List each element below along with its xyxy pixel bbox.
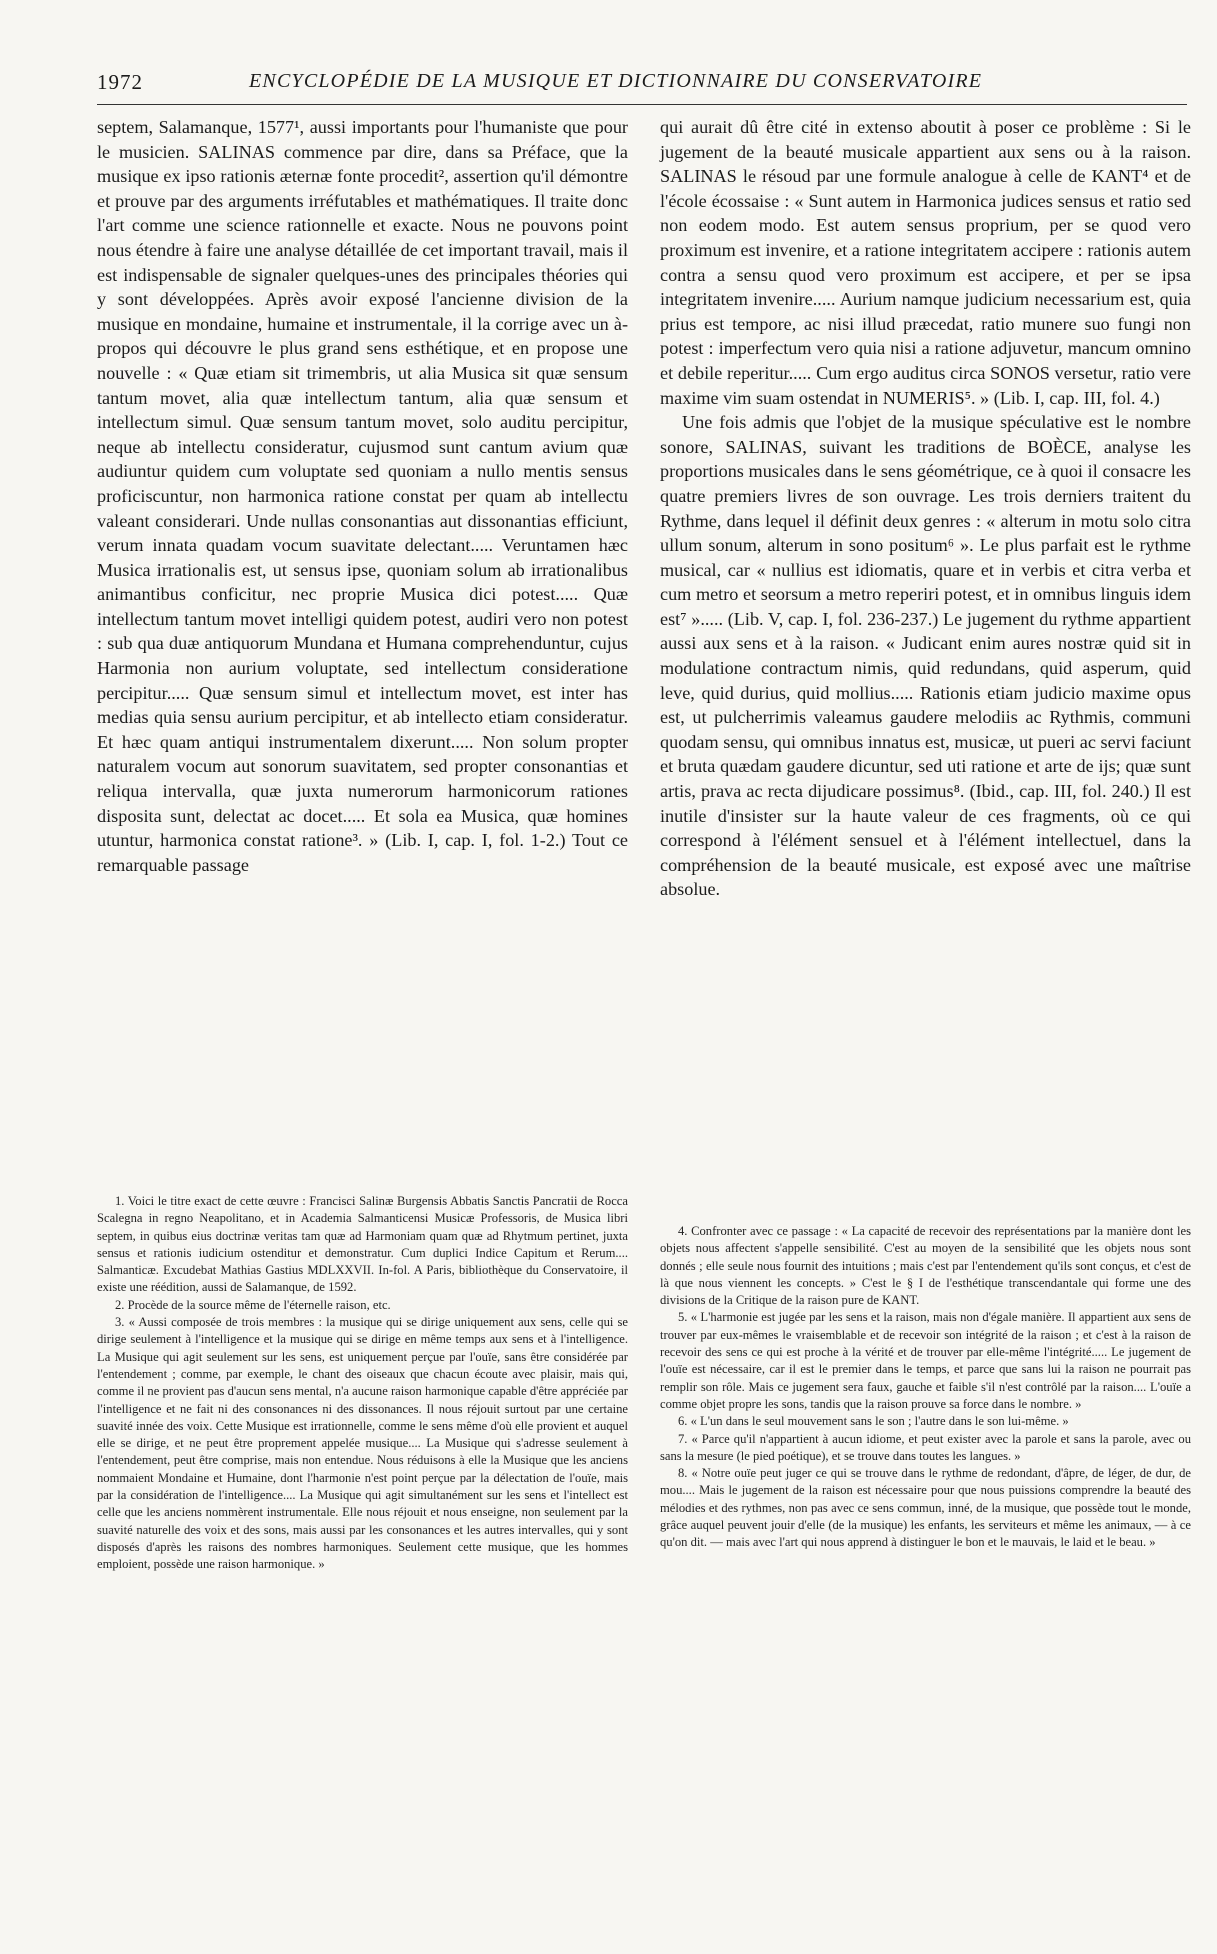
footnote-4: 4. Confronter avec ce passage : « La capacité de recevoir des représentations par la manière dont les objets nous affectent s'appelle sensibilité. C'est au moyen de la sensibilité que les objets nous sont donnés ; elle seule nous fournit des intuitions ; mais c'est par l'entendement qu'ils sont conçus, et c'est de là que nous viennent les concepts. » C'est le § I de l'esthétique transcendantale qui forme une des divisions de la Critique de la raison pure de KANT. [660,1224,1191,1308]
running-title: ENCYCLOPÉDIE DE LA MUSIQUE ET DICTIONNAIRE DU CONSERVATOIRE [249,70,983,92]
footnotes-right [660,1223,1191,1552]
footnote-5: 5. « L'harmonie est jugée par les sens et la raison, mais non d'égale manière. Il appartient aux sens de trouver par eux-mêmes le vraisemblable et de recevoir son intégrité de la raison ; et c'est à la raison de recevoir des sens ce qui est proche à la vérité et de trouver par elle-même l'intégrité..... Le jugement de l'ouïe est nécessaire, car il est le premier dans le temps, et parce que sans lui la raison ne pourrait pas remplir son rôle. Mais ce jugement sera faux, gauche et faible s'il n'est contrôlé par la raison.... L'ouïe a comme objet propre les sons, tandis que la raison prouve sa force dans le nombre. » [660,1310,1191,1411]
footnote-1: 1. Voici le titre exact de cette œuvre : Francisci Salinæ Burgensis Abbatis Sanctis Pancratii de Rocca Scalegna in regno Neapolitano, et in Academia Salmanticensi Musicæ Professoris, de Musica libri septem, in quibus eius doctrinæ veritas tam quæ ad Harmoniam quam quæ ad Rhytmum pertinet, juxta sensus et rationis iudicium ostenditur et demonstratur. Cum duplici Indice Capitum et Rerum.... Salmanticæ. Excudebat Mathias Gastius MDLXXVII. In-fol. A Paris, bibliothèque du Conservatoire, il existe une réédition, aussi de Salamanque, de 1592. [97,1194,628,1295]
page-number: 1972 [97,70,143,94]
right-column [660,115,1191,902]
footnote-8: 8. « Notre ouïe peut juger ce qui se trouve dans le rythme de redondant, d'âpre, de léger, de dur, de mou.... Mais le jugement de la raison est nécessaire pour que nous puissions comprendre la beauté des mélodies et des rythmes, non pas avec ce sens commun, inné, de la musique, que possède tout le monde, grâce auquel peuvent jouir d'elle (de la musique) les enfants, les serviteurs et même les animaux, — à ce qu'on dit. — mais avec l'art qui nous apprend à distinguer le bon et le mauvais, le laid et le beau. » [660,1466,1191,1550]
left-column [97,115,628,877]
footnotes-left [97,1193,628,1574]
left-column-paragraph: septem, Salamanque, 1577¹, aussi importants pour l'humaniste que pour le musicien. SALINAS commence par dire, dans sa Préface, que la musique ex ipso rationis æternæ fonte procedit², assertion qu'il démontre et prouve par des arguments irréfutables et mathématiques. Il traite donc l'art comme une science rationnelle et exacte. Nous ne pouvons point nous étendre à faire une analyse détaillée de cet important travail, mais il est indispensable de signaler quelques-unes des principales théories qui y sont développées. Après avoir exposé l'ancienne division de la musique en mondaine, humaine et instrumentale, il la corrige avec un à-propos qui découvre le plus grand sens esthétique, et en propose une nouvelle : « Quæ etiam sit trimembris, ut alia Musica sit quæ sensum tantum movet, alia quæ intellectum tantum, alia quæ sensum et intellectum simul. Quæ sensum tantum movet, solo auditu percipitur, neque ab intellectu consideratur, cujusmod sunt cantum avium quæ audiuntur quidem cum voluptate sed quoniam a nullo mentis sensus proficiscuntur, non harmonica ratione constat per quam ab intellectu valeant considerari. Unde nullas consonantias aut dissonantias efficiunt, verum innata quadam vocum suavitate delectant..... Veruntamen hæc Musica irrationalis est, ut sensus ipse, quoniam solum ab irrationalibus animantibus conficitur, nec proprie Musica dici potest..... Quæ intellectum tantum movet intelligi quidem potest, audiri vero non potest : sub qua duæ antiquorum Mundana et Humana comprehenduntur, cujus Harmonia non aurium voluptate, sed intellectum consideratione percipitur..... Quæ sensum simul et intellectum movet, est inter has medias quia sensu aurium percipitur, et ab intellecto etiam consideratur. Et hæc quam antiqui instrumentalem dixerunt..... Non solum propter naturalem vocum aut sonorum suavitatem, sed propter consonantias et reliqua intervalla, quæ juxta numerorum harmonicorum rationes disposita sunt, delectat ac docet..... Et sola ea Musica, quæ homines utuntur, harmonica constat ratione³. » (Lib. I, cap. I, fol. 1-2.) Tout ce remarquable passage [97,117,628,875]
footnote-3: 3. « Aussi composée de trois membres : la musique qui se dirige uniquement aux sens, celle qui se dirige seulement à l'intelligence et la musique qui se dirige en même temps aux sens et à l'intelligence. La Musique qui agit seulement sur les sens, est uniquement perçue par l'ouïe, sans être considérée par l'entendement ; comme, par exemple, le chant des oiseaux que chacun écoute avec plaisir, mais qui, comme il ne provient pas d'aucun sens mental, n'a aucune raison harmonique capable d'être appréciée par l'intelligence et ne fait ni des consonances ni des dissonances. Il nous réjouit surtout par une certaine suavité innée des voix. Cette Musique est irrationnelle, comme le sens même d'où elle provient et auquel elle se dirige, et ne peut être proprement appelée musique.... La Musique qui s'adresse seulement à l'entendement, peut être comprise, mais non entendue. Nous réduisons à elle la Musique que les anciens nommaient Mondaine et Humaine, dont l'harmonie n'est point perçue par la délectation de l'ouïe, mais par la considération de l'intelligence.... La Musique qui agit simultanément sur les sens et l'intellect est celle que les anciens nommèrent instrumentale. Elle nous réjouit et nous enseigne, non seulement par la suavité naturelle des voix et des sons, mais aussi par les consonances et les autres intervalles, qui y sont disposés d'après les raisons des nombres harmoniques. Seulement cette musique, que les hommes emploient, possède une raison harmonique. » [97,1315,628,1572]
right-column-paragraph-1: qui aurait dû être cité in extenso aboutit à poser ce problème : Si le jugement de la beauté musicale appartient aux sens ou à la raison. SALINAS le résoud par une formule analogue à celle de KANT⁴ et de l'école écossaise : « Sunt autem in Harmonica judices sensus et ratio sed non eodem modo. Est autem sensus proprium, per se quod vero proximum est invenire, et a ratione integritatem accipere : rationis autem contra a sensu quod vero proximum est accipere, et per se ipsa integritatem invenire..... Aurium namque judicium necessarium est, quia prius est tempore, ac nisi illud præcedat, ratio munere suo fungi non potest : imperfectum vero quia nisi a ratione adjuvetur, mancum omnino et debile reperitur..... Cum ergo auditus circa SONOS versetur, ratio vere maxime vim suam ostendat in NUMERIS⁵. » (Lib. I, cap. III, fol. 4.) [660,117,1191,408]
footnote-2: 2. Procède de la source même de l'éternelle raison, etc. [115,1297,391,1312]
footnote-6: 6. « L'un dans le seul mouvement sans le son ; l'autre dans le son lui-même. » [678,1414,1069,1429]
page-header [97,70,1187,105]
footnote-7: 7. « Parce qu'il n'appartient à aucun idiome, et peut exister avec la parole et sans la parole, avec ou sans la mesure (le pied poétique), et se trouve dans toutes les langues. » [660,1431,1191,1463]
right-column-paragraph-2: Une fois admis que l'objet de la musique spéculative est le nombre sonore, SALINAS, suivant les traditions de BOÈCE, analyse les proportions musicales dans le sens géométrique, ce à quoi il consacre les quatre premiers livres de son ouvrage. Les trois derniers traitent du Rythme, dans lequel il définit deux genres : « alterum in motu solo citra ullum sonum, alterum in sono positum⁶ ». Le plus parfait est le rythme musical, car « nullius est idiomatis, quare et in verbis et citra verba et cum metro et seorsum a metro reperiri potest, et in omnibus linguis idem est⁷ »..... (Lib. V, cap. I, fol. 236-237.) Le jugement du rythme appartient aussi aux sens et à la raison. « Judicant enim aures nostræ quid sit in modulatione contractum nimis, quid redundans, quid asperum, quid leve, quid durius, quid mollius..... Rationis etiam judicio maxime opus est, ut pulcherrimis valeamus gaudere melodiis ac Rythmis, communi quodam sensu, qui omnibus innatus est, musicæ, ut pueri ac servi faciunt et bruta quædam gaudere dicuntur, sed uti ratione et arte de ijs; quæ sunt artis, prava ac recta dijudicare possimus⁸. (Ibid., cap. III, fol. 240.) Il est inutile d'insister sur la haute valeur de ces fragments, où ce qui correspond à l'élément sensuel et à l'élément intellectuel, dans la compréhension de la beauté musicale, est exposé avec une maîtrise absolue. [660,412,1191,900]
